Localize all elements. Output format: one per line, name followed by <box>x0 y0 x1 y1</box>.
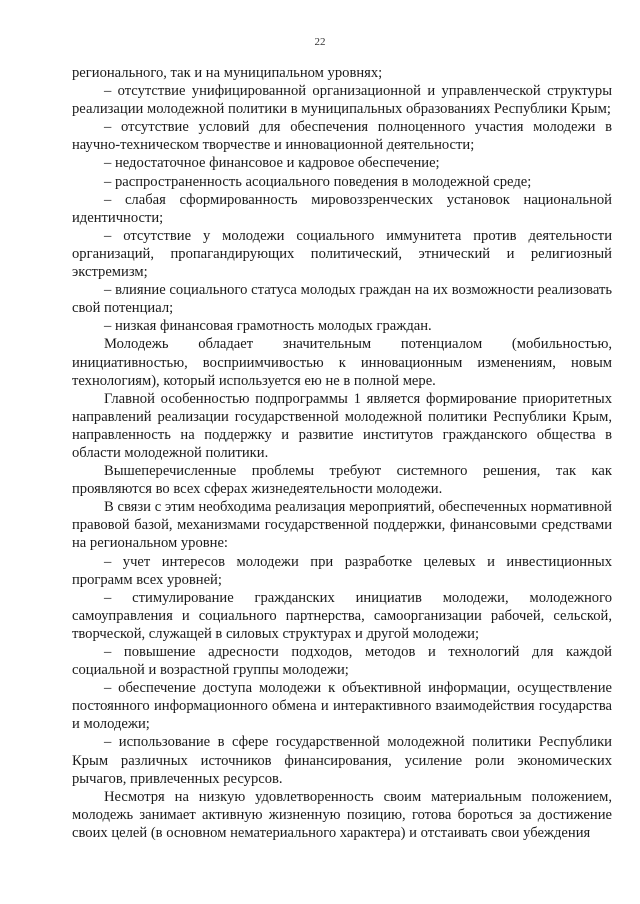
paragraph: – учет интересов молодежи при разработке целевых и инвестиционных программ всех уровней; <box>72 553 612 588</box>
paragraph: – отсутствие у молодежи социального иммунитета против деятельности организаций, пропагандирующих политический, этнический и религиозный экстремизм; <box>72 227 612 281</box>
paragraph: – стимулирование гражданских инициатив молодежи, молодежного самоуправления и социального партнерства, самоорганизации рабочей, сельской, творческой, служащей в силовых структурах и другой молодежи; <box>72 589 612 642</box>
page-number: 22 <box>314 36 326 48</box>
paragraph: – распространенность асоциального поведения в молодежной среде; <box>104 173 532 190</box>
paragraph: – повышение адресности подходов, методов и технологий для каждой социальной и возрастной группы молодежи; <box>72 644 612 679</box>
paragraph: – использование в сфере государственной молодежной политики Республики Крым различных источников финансирования, усиление роли экономических рычагов, привлеченных ресурсов. <box>72 734 612 787</box>
paragraph: Несмотря на низкую удовлетворенность своим материальным положением, молодежь занимает активную жизненную позицию, готова бороться за достижение своих целей (в основном нематериального характера) и отстаивать свои убеждения <box>72 788 612 841</box>
paragraph: Главной особенностью подпрограммы 1 является формирование приоритетных направлений реализации государственной молодежной политики Республики Крым, направленность на поддержку и развитие институтов гражданского общества в области молодежной политики. <box>72 390 612 461</box>
paragraph: – обеспечение доступа молодежи к объективной информации, осуществление постоянного информационного обмена и интерактивного взаимодействия государства и молодежи; <box>72 680 612 733</box>
paragraph: Молодежь обладает значительным потенциалом (мобильностью, инициативностью, восприимчивостью к инновационным изменениям, новым технологиям), который используется ею не в полной мере. <box>72 336 612 389</box>
paragraph: – влияние социального статуса молодых граждан на их возможности реализовать свой потенциал; <box>72 282 612 317</box>
paragraph: регионального, так и на муниципальном уровнях; <box>72 65 383 81</box>
paragraph: Вышеперечисленные проблемы требуют системного решения, так как проявляются во всех сферах жизнедеятельности молодежи. <box>72 463 612 498</box>
paragraph: – недостаточное финансовое и кадровое обеспечение; <box>104 155 440 172</box>
paragraph: – отсутствие унифицированной организационной и управленческой структуры реализации молодежной политики в муниципальных образованиях Республики Крым; <box>72 83 612 118</box>
paragraph: – низкая финансовая грамотность молодых граждан. <box>104 318 432 335</box>
paragraph: – слабая сформированность мировоззренческих установок национальной идентичности; <box>72 191 612 226</box>
paragraph: В связи с этим необходима реализация мероприятий, обеспеченных нормативной правовой базой, механизмами государственной поддержки, финансовыми средствами на региональном уровне: <box>72 499 612 552</box>
paragraph: – отсутствие условий для обеспечения полноценного участия молодежи в научно-техническом творчестве и инновационной деятельности; <box>72 119 612 154</box>
document-body <box>72 64 612 842</box>
